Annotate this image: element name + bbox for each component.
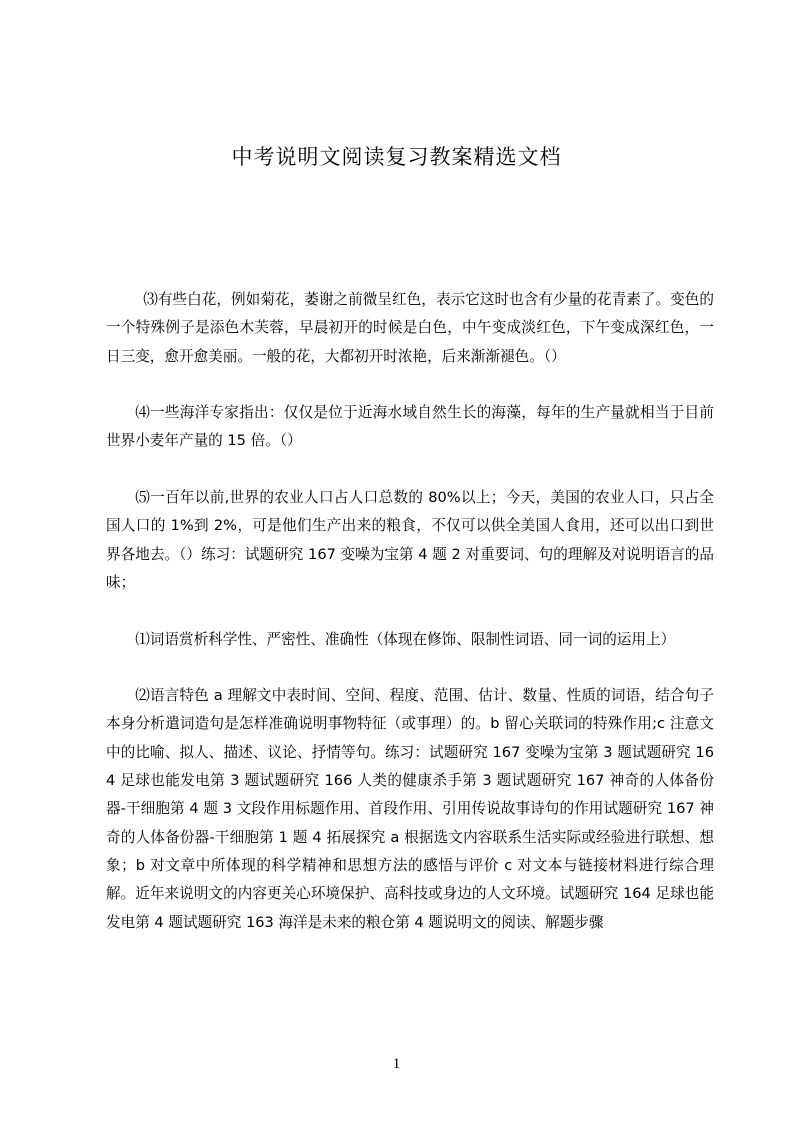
paragraph-word-analysis: ⑴词语赏析科学性、严密性、准确性（体现在修饰、限制性词语、同一词的运用上） (135, 630, 676, 648)
paragraph-4: ⑷一些海洋专家指出：仅仅是位于近海水域自然生长的海藻，每年的生产量就相当于目前世界小麦年产量的 15 倍。（） (106, 404, 714, 450)
paragraph-5: ⑸一百年以前,世界的农业人口占人口总数的 80%以上；今天，美国的农业人口，只占全国人口的 1%到 2%，可是他们生产出来的粮食，不仅可以供全美国人食用，还可以出口到世界各地去。（）练习：试题研究 167 变噪为宝第 4 题 2 对重要词、句的理解及对说明语言的品味； (106, 489, 714, 591)
page-number: 1 (392, 1056, 401, 1072)
document-title: 中考说明文阅读复习教案精选文档 (231, 145, 562, 169)
document-body (106, 286, 714, 965)
paragraph-3: ⑶有些白花，例如菊花，萎谢之前微呈红色，表示它这时也含有少量的花青素了。变色的一个特殊例子是添色木芙蓉，早晨初开的时候是白色，中午变成淡红色，下午变成深红色，一日三变，愈开愈美丽。一般的花，大都初开时浓艳，后来渐渐褪色。（） (106, 291, 714, 365)
paragraph-language-features: ⑵语言特色 a 理解文中表时间、空间、程度、范围、估计、数量、性质的词语，结合句子本身分析遣词造句是怎样准确说明事物特征（或事理）的。b 留心关联词的特殊作用;c 注意文中的比喻、拟人、描述、议论、抒情等句。练习：试题研究 167 变噪为宝第 3 题试题研究 164 足球也能发电第 3 题试题研究 166 人类的健康杀手第 3 题试题研究 167 神奇的人体备份器-干细胞第 4 题 3 文段作用标题作用、首段作用、引用传说故事诗句的作用试题研究 167 神奇的人体备份器-干细胞第 1 题 4 拓展探究 a 根据选文内容联系生活实际或经验进行联想、想象；b 对文章中所体现的科学精神和思想方法的感悟与评价 c 对文本与链接材料进行综合理解。近年来说明文的内容更关心环境保护、高科技或身边的人文环境。试题研究 164 足球也能发电第 4 题试题研究 163 海洋是未来的粮仓第 4 题说明文的阅读、解题步骤 (106, 687, 714, 931)
